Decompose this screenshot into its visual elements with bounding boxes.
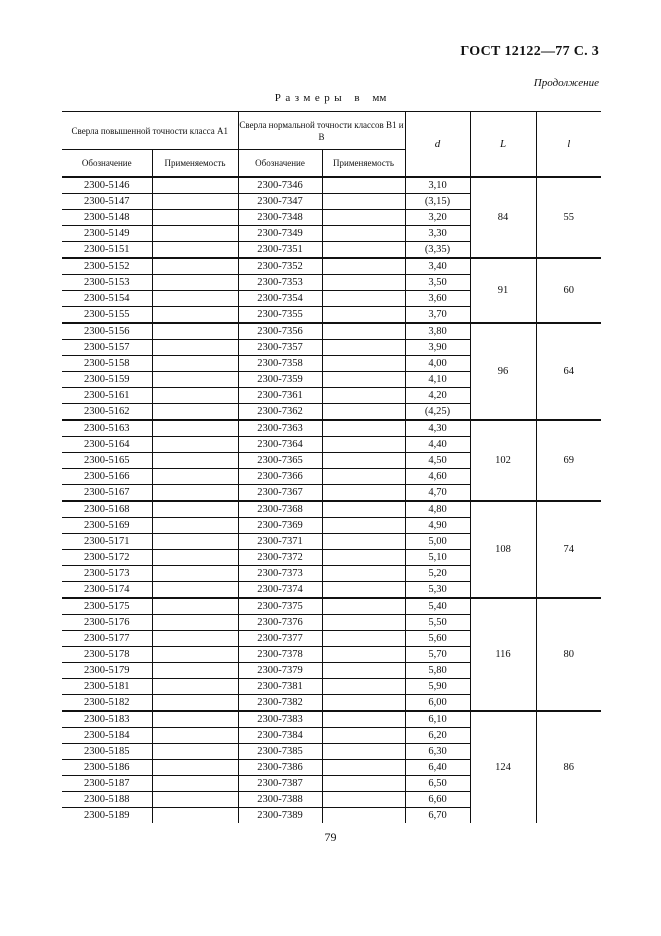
- applicability-a-cell: [152, 598, 238, 615]
- designation-a-cell: 2300-5157: [62, 339, 152, 355]
- designation-b-cell: 2300-7366: [238, 468, 322, 484]
- table-row: [62, 711, 601, 728]
- diameter-d-cell: 5,70: [405, 646, 470, 662]
- caption-preposition: в: [354, 92, 365, 104]
- designation-a-cell: 2300-5165: [62, 452, 152, 468]
- dimensions-caption: [0, 92, 661, 104]
- designation-a-cell: 2300-5172: [62, 549, 152, 565]
- applicability-a-cell: [152, 403, 238, 420]
- applicability-a-cell: [152, 420, 238, 437]
- designation-a-cell: 2300-5146: [62, 177, 152, 194]
- designation-a-cell: 2300-5181: [62, 678, 152, 694]
- designation-a-cell: 2300-5155: [62, 306, 152, 323]
- diameter-d-cell: 4,70: [405, 484, 470, 501]
- applicability-a-cell: [152, 727, 238, 743]
- table-row: [62, 177, 601, 194]
- header-designation-a: Обозначение: [62, 150, 152, 177]
- applicability-a-cell: [152, 517, 238, 533]
- designation-b-cell: 2300-7382: [238, 694, 322, 711]
- designation-b-cell: 2300-7358: [238, 355, 322, 371]
- designation-a-cell: 2300-5151: [62, 241, 152, 258]
- designation-b-cell: 2300-7377: [238, 630, 322, 646]
- designation-a-cell: 2300-5164: [62, 436, 152, 452]
- applicability-a-cell: [152, 694, 238, 711]
- diameter-d-cell: 6,10: [405, 711, 470, 728]
- designation-b-cell: 2300-7359: [238, 371, 322, 387]
- designation-b-cell: 2300-7381: [238, 678, 322, 694]
- applicability-a-cell: [152, 436, 238, 452]
- diameter-d-cell: 6,60: [405, 791, 470, 807]
- length-L-cell: 91: [470, 258, 536, 323]
- applicability-a-cell: [152, 678, 238, 694]
- page-number: 79: [324, 830, 337, 844]
- applicability-b-cell: [322, 694, 405, 711]
- applicability-a-cell: [152, 711, 238, 728]
- designation-b-cell: 2300-7383: [238, 711, 322, 728]
- length-l-cell: 55: [536, 177, 601, 258]
- table-row: [62, 420, 601, 437]
- diameter-d-cell: 6,50: [405, 775, 470, 791]
- applicability-b-cell: [322, 775, 405, 791]
- designation-a-cell: 2300-5187: [62, 775, 152, 791]
- applicability-a-cell: [152, 452, 238, 468]
- diameter-d-cell: 4,10: [405, 371, 470, 387]
- designation-b-cell: 2300-7356: [238, 323, 322, 340]
- diameter-d-cell: 4,90: [405, 517, 470, 533]
- applicability-a-cell: [152, 274, 238, 290]
- designation-a-cell: 2300-5176: [62, 614, 152, 630]
- header-applicability-b: Применяемость: [322, 150, 405, 177]
- applicability-a-cell: [152, 662, 238, 678]
- applicability-a-cell: [152, 565, 238, 581]
- diameter-d-cell: 5,00: [405, 533, 470, 549]
- length-l-cell: 64: [536, 323, 601, 420]
- designation-a-cell: 2300-5166: [62, 468, 152, 484]
- designation-b-cell: 2300-7373: [238, 565, 322, 581]
- applicability-a-cell: [152, 533, 238, 549]
- applicability-a-cell: [152, 371, 238, 387]
- designation-b-cell: 2300-7357: [238, 339, 322, 355]
- designation-a-cell: 2300-5147: [62, 193, 152, 209]
- header-l: l: [567, 137, 571, 150]
- designation-a-cell: 2300-5178: [62, 646, 152, 662]
- designation-b-cell: 2300-7389: [238, 807, 322, 823]
- applicability-a-cell: [152, 791, 238, 807]
- applicability-b-cell: [322, 355, 405, 371]
- diameter-d-cell: 4,00: [405, 355, 470, 371]
- designation-b-cell: 2300-7385: [238, 743, 322, 759]
- length-l-cell: 80: [536, 598, 601, 711]
- diameter-d-cell: (4,25): [405, 403, 470, 420]
- length-L-cell: 96: [470, 323, 536, 420]
- designation-a-cell: 2300-5162: [62, 403, 152, 420]
- applicability-a-cell: [152, 501, 238, 518]
- applicability-a-cell: [152, 209, 238, 225]
- designation-b-cell: 2300-7379: [238, 662, 322, 678]
- designation-a-cell: 2300-5156: [62, 323, 152, 340]
- diameter-d-cell: 6,40: [405, 759, 470, 775]
- applicability-b-cell: [322, 727, 405, 743]
- diameter-d-cell: 5,10: [405, 549, 470, 565]
- designation-b-cell: 2300-7378: [238, 646, 322, 662]
- designation-b-cell: 2300-7371: [238, 533, 322, 549]
- applicability-b-cell: [322, 581, 405, 598]
- designation-b-cell: 2300-7364: [238, 436, 322, 452]
- header-applicability-a: Применяемость: [152, 150, 238, 177]
- caption-unit: мм: [372, 92, 387, 104]
- applicability-a-cell: [152, 630, 238, 646]
- diameter-d-cell: 6,30: [405, 743, 470, 759]
- applicability-b-cell: [322, 678, 405, 694]
- designation-a-cell: 2300-5182: [62, 694, 152, 711]
- designation-b-cell: 2300-7365: [238, 452, 322, 468]
- designation-a-cell: 2300-5183: [62, 711, 152, 728]
- length-L-cell: 124: [470, 711, 536, 823]
- applicability-a-cell: [152, 177, 238, 194]
- header-designation-b: Обозначение: [238, 150, 322, 177]
- designation-a-cell: 2300-5168: [62, 501, 152, 518]
- length-L-cell: 102: [470, 420, 536, 501]
- applicability-a-cell: [152, 484, 238, 501]
- applicability-b-cell: [322, 807, 405, 823]
- diameter-d-cell: 5,30: [405, 581, 470, 598]
- applicability-b-cell: [322, 565, 405, 581]
- designation-a-cell: 2300-5175: [62, 598, 152, 615]
- designation-a-cell: 2300-5169: [62, 517, 152, 533]
- designation-b-cell: 2300-7375: [238, 598, 322, 615]
- header-group-a1: Сверла повышенной точности класса А1: [62, 112, 238, 150]
- designation-a-cell: 2300-5188: [62, 791, 152, 807]
- designation-a-cell: 2300-5154: [62, 290, 152, 306]
- designation-b-cell: 2300-7362: [238, 403, 322, 420]
- designation-b-cell: 2300-7351: [238, 241, 322, 258]
- applicability-a-cell: [152, 743, 238, 759]
- length-L-cell: 108: [470, 501, 536, 598]
- designation-a-cell: 2300-5173: [62, 565, 152, 581]
- applicability-b-cell: [322, 630, 405, 646]
- designation-a-cell: 2300-5174: [62, 581, 152, 598]
- applicability-a-cell: [152, 807, 238, 823]
- applicability-b-cell: [322, 549, 405, 565]
- designation-a-cell: 2300-5185: [62, 743, 152, 759]
- header-group-b1: Сверла нормальной точности классов В1 и В: [238, 112, 405, 150]
- applicability-a-cell: [152, 258, 238, 275]
- applicability-a-cell: [152, 193, 238, 209]
- designation-b-cell: 2300-7367: [238, 484, 322, 501]
- designation-a-cell: 2300-5161: [62, 387, 152, 403]
- length-L-cell: 84: [470, 177, 536, 258]
- designation-a-cell: 2300-5152: [62, 258, 152, 275]
- designation-a-cell: 2300-5153: [62, 274, 152, 290]
- applicability-a-cell: [152, 581, 238, 598]
- diameter-d-cell: 3,60: [405, 290, 470, 306]
- designation-a-cell: 2300-5171: [62, 533, 152, 549]
- table-row: [62, 323, 601, 340]
- designation-a-cell: 2300-5179: [62, 662, 152, 678]
- applicability-b-cell: [322, 501, 405, 518]
- designation-a-cell: 2300-5148: [62, 209, 152, 225]
- length-l-cell: 60: [536, 258, 601, 323]
- diameter-d-cell: 4,20: [405, 387, 470, 403]
- applicability-b-cell: [322, 290, 405, 306]
- diameter-d-cell: 5,40: [405, 598, 470, 615]
- diameter-d-cell: 5,50: [405, 614, 470, 630]
- designation-b-cell: 2300-7369: [238, 517, 322, 533]
- applicability-b-cell: [322, 436, 405, 452]
- table-body: [62, 177, 601, 823]
- designation-b-cell: 2300-7376: [238, 614, 322, 630]
- applicability-b-cell: [322, 323, 405, 340]
- applicability-a-cell: [152, 290, 238, 306]
- diameter-d-cell: 3,40: [405, 258, 470, 275]
- applicability-b-cell: [322, 517, 405, 533]
- diameter-d-cell: 3,80: [405, 323, 470, 340]
- diameter-d-cell: 5,20: [405, 565, 470, 581]
- applicability-a-cell: [152, 306, 238, 323]
- drill-dimensions-table: [62, 111, 601, 823]
- diameter-d-cell: 6,00: [405, 694, 470, 711]
- applicability-b-cell: [322, 225, 405, 241]
- designation-b-cell: 2300-7387: [238, 775, 322, 791]
- header-d: d: [405, 112, 470, 177]
- diameter-d-cell: (3,15): [405, 193, 470, 209]
- designation-b-cell: 2300-7352: [238, 258, 322, 275]
- table-row: [62, 258, 601, 275]
- applicability-b-cell: [322, 420, 405, 437]
- applicability-b-cell: [322, 403, 405, 420]
- applicability-b-cell: [322, 759, 405, 775]
- applicability-a-cell: [152, 355, 238, 371]
- designation-a-cell: 2300-5158: [62, 355, 152, 371]
- designation-b-cell: 2300-7384: [238, 727, 322, 743]
- applicability-b-cell: [322, 791, 405, 807]
- applicability-b-cell: [322, 241, 405, 258]
- designation-b-cell: 2300-7363: [238, 420, 322, 437]
- designation-a-cell: 2300-5177: [62, 630, 152, 646]
- diameter-d-cell: 3,90: [405, 339, 470, 355]
- applicability-a-cell: [152, 759, 238, 775]
- table-row: [62, 598, 601, 615]
- designation-b-cell: 2300-7355: [238, 306, 322, 323]
- diameter-d-cell: 3,20: [405, 209, 470, 225]
- applicability-b-cell: [322, 711, 405, 728]
- applicability-a-cell: [152, 468, 238, 484]
- diameter-d-cell: 5,60: [405, 630, 470, 646]
- designation-b-cell: 2300-7353: [238, 274, 322, 290]
- diameter-d-cell: 4,40: [405, 436, 470, 452]
- table-row: [62, 501, 601, 518]
- designation-b-cell: 2300-7386: [238, 759, 322, 775]
- designation-a-cell: 2300-5159: [62, 371, 152, 387]
- applicability-a-cell: [152, 646, 238, 662]
- applicability-a-cell: [152, 387, 238, 403]
- diameter-d-cell: 4,80: [405, 501, 470, 518]
- length-L-cell: 116: [470, 598, 536, 711]
- designation-b-cell: 2300-7374: [238, 581, 322, 598]
- designation-a-cell: 2300-5189: [62, 807, 152, 823]
- applicability-b-cell: [322, 274, 405, 290]
- diameter-d-cell: 3,50: [405, 274, 470, 290]
- applicability-b-cell: [322, 598, 405, 615]
- diameter-d-cell: 3,10: [405, 177, 470, 194]
- diameter-d-cell: 6,70: [405, 807, 470, 823]
- header-L: L: [470, 112, 536, 177]
- diameter-d-cell: 3,30: [405, 225, 470, 241]
- applicability-b-cell: [322, 258, 405, 275]
- diameter-d-cell: (3,35): [405, 241, 470, 258]
- length-l-cell: 86: [563, 761, 574, 773]
- diameter-d-cell: 4,50: [405, 452, 470, 468]
- diameter-d-cell: 5,80: [405, 662, 470, 678]
- length-l-cell: 74: [536, 501, 601, 598]
- applicability-a-cell: [152, 225, 238, 241]
- applicability-b-cell: [322, 484, 405, 501]
- caption-word: Размеры: [274, 92, 347, 104]
- applicability-b-cell: [322, 387, 405, 403]
- diameter-d-cell: 3,70: [405, 306, 470, 323]
- diameter-d-cell: 5,90: [405, 678, 470, 694]
- length-l-cell: 69: [536, 420, 601, 501]
- designation-a-cell: 2300-5163: [62, 420, 152, 437]
- applicability-a-cell: [152, 339, 238, 355]
- designation-b-cell: 2300-7388: [238, 791, 322, 807]
- designation-a-cell: 2300-5149: [62, 225, 152, 241]
- applicability-b-cell: [322, 614, 405, 630]
- applicability-b-cell: [322, 646, 405, 662]
- applicability-a-cell: [152, 549, 238, 565]
- applicability-b-cell: [322, 306, 405, 323]
- standard-header: ГОСТ 12122—77 С. 3: [460, 44, 599, 59]
- applicability-b-cell: [322, 177, 405, 194]
- designation-a-cell: 2300-5184: [62, 727, 152, 743]
- designation-b-cell: 2300-7346: [238, 177, 322, 194]
- diameter-d-cell: 4,30: [405, 420, 470, 437]
- applicability-b-cell: [322, 209, 405, 225]
- applicability-a-cell: [152, 323, 238, 340]
- applicability-b-cell: [322, 339, 405, 355]
- applicability-b-cell: [322, 193, 405, 209]
- diameter-d-cell: 4,60: [405, 468, 470, 484]
- designation-a-cell: 2300-5167: [62, 484, 152, 501]
- applicability-b-cell: [322, 452, 405, 468]
- applicability-b-cell: [322, 743, 405, 759]
- applicability-a-cell: [152, 614, 238, 630]
- applicability-b-cell: [322, 662, 405, 678]
- designation-b-cell: 2300-7348: [238, 209, 322, 225]
- applicability-a-cell: [152, 775, 238, 791]
- continuation-label: Продолжение: [533, 77, 599, 89]
- diameter-d-cell: 6,20: [405, 727, 470, 743]
- designation-a-cell: 2300-5186: [62, 759, 152, 775]
- applicability-b-cell: [322, 533, 405, 549]
- designation-b-cell: 2300-7372: [238, 549, 322, 565]
- designation-b-cell: 2300-7349: [238, 225, 322, 241]
- designation-b-cell: 2300-7361: [238, 387, 322, 403]
- applicability-b-cell: [322, 468, 405, 484]
- designation-b-cell: 2300-7354: [238, 290, 322, 306]
- applicability-b-cell: [322, 371, 405, 387]
- designation-b-cell: 2300-7347: [238, 193, 322, 209]
- applicability-a-cell: [152, 241, 238, 258]
- designation-b-cell: 2300-7368: [238, 501, 322, 518]
